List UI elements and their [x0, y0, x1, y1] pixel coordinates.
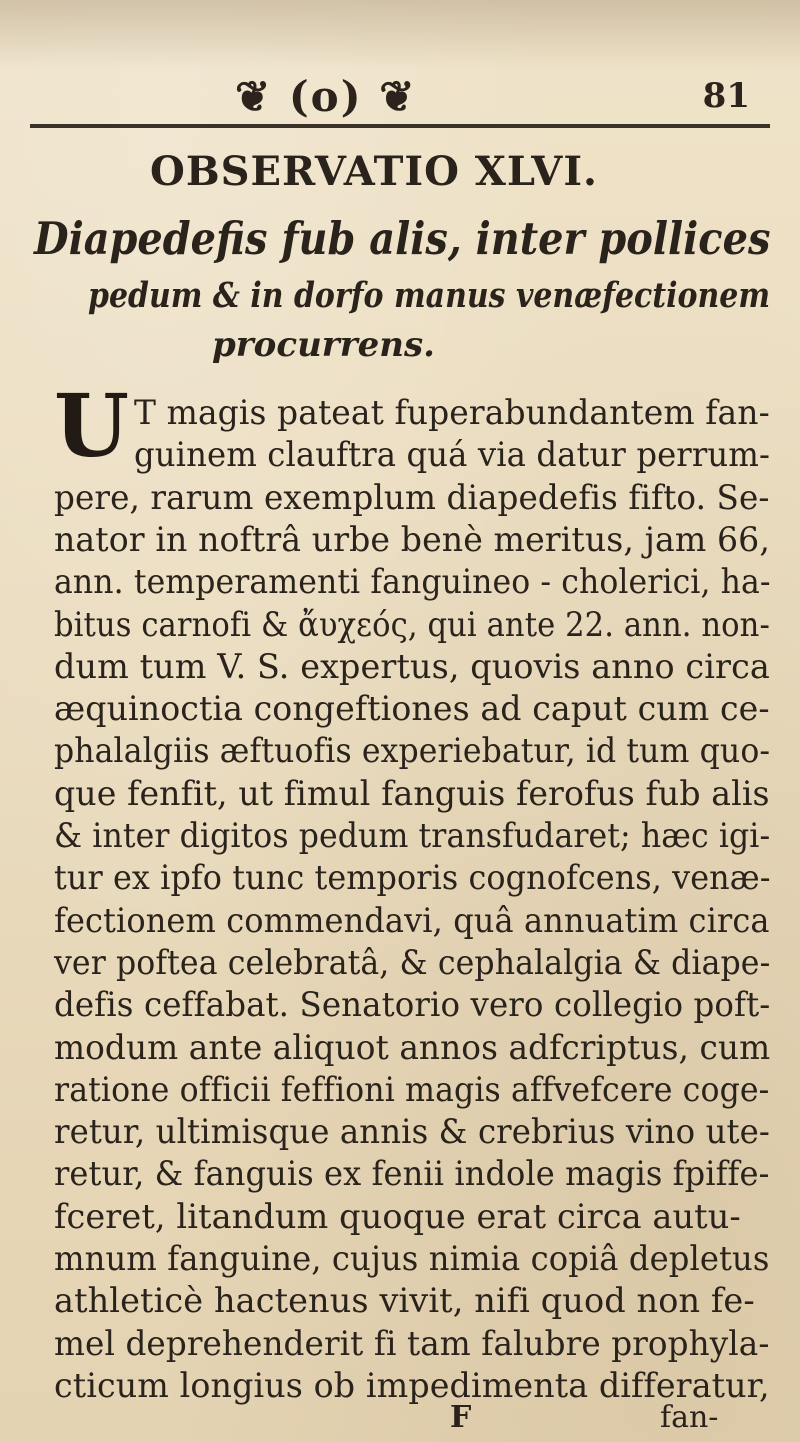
body-line: fectionem commendavi, quâ annuatim circa: [54, 900, 770, 940]
body-line: phalalgiis æftuofis experiebatur, id tum quo-: [54, 731, 771, 771]
head-rule: [30, 124, 770, 128]
body-line: ver poftea celebratâ, & cephalalgia & diape-: [54, 942, 771, 982]
body-line: dum tum V. S. expertus, quovis anno circa: [54, 646, 770, 686]
body-line: ratione officii feffioni magis affvefcere coge-: [54, 1069, 770, 1109]
observation-heading: OBSERVATIO XLVI.: [150, 148, 598, 195]
body-line: nator in noftrâ urbe benè meritus, jam 66,: [54, 519, 770, 559]
body-line: tur ex ipfo tunc temporis cognofcens, venæ-: [54, 858, 771, 898]
page-number: 81: [702, 76, 750, 116]
body-line: & inter digitos pedum transfudaret; hæc igi-: [54, 816, 771, 855]
body-line: fceret, litandum quoque erat circa autu-: [54, 1196, 741, 1236]
body-line: modum ante aliquot annos adfcriptus, cum: [54, 1027, 771, 1067]
body-line: guinem clauftra quá via datur perrum-: [134, 435, 770, 475]
body-line: pere, rarum exemplum diapedefis fifto. Se-: [54, 477, 770, 517]
body-line: bitus carnofi & ἄυχεός, qui ante 22. ann. non-: [54, 604, 770, 644]
title-line-2: pedum & in dorfo manus venæfectionem: [88, 275, 771, 316]
body-line: que fenfit, ut fimul fanguis ferofus fub alis: [54, 773, 770, 813]
body-line: athleticè hactenus vivit, nifi quod non fe-: [54, 1281, 755, 1321]
catchword: fan-: [660, 1400, 719, 1435]
page-stain: [0, 0, 800, 70]
body-line: mnum fanguine, cujus nimia copiâ depletus: [54, 1239, 770, 1278]
body-line: ann. temperamenti fanguineo - cholerici, ha-: [54, 562, 771, 602]
title-line-1: Diapedefis fub alis, inter pollices: [34, 212, 771, 265]
title-line-3: procurrens.: [212, 325, 435, 365]
head-ornament: ❦ (o) ❦: [235, 72, 417, 121]
body-line: mel deprehenderit fi tam falubre prophyla-: [54, 1323, 770, 1363]
body-line: defis ceffabat. Senatorio vero collegio poft-: [54, 985, 771, 1025]
body-line: retur, & fanguis ex fenii indole magis fpiffe-: [54, 1154, 770, 1194]
drop-cap: U: [54, 376, 129, 477]
body-line: T magis pateat fuperabundantem fan-: [134, 393, 770, 432]
body-line: retur, ultimisque annis & crebrius vino ute-: [54, 1112, 770, 1152]
body-line: æquinoctia congeftiones ad caput cum ce-: [54, 689, 770, 729]
body-line: cticum longius ob impedimenta differatur,: [54, 1365, 770, 1405]
signature-mark: F: [450, 1400, 472, 1435]
running-head: [30, 72, 770, 130]
